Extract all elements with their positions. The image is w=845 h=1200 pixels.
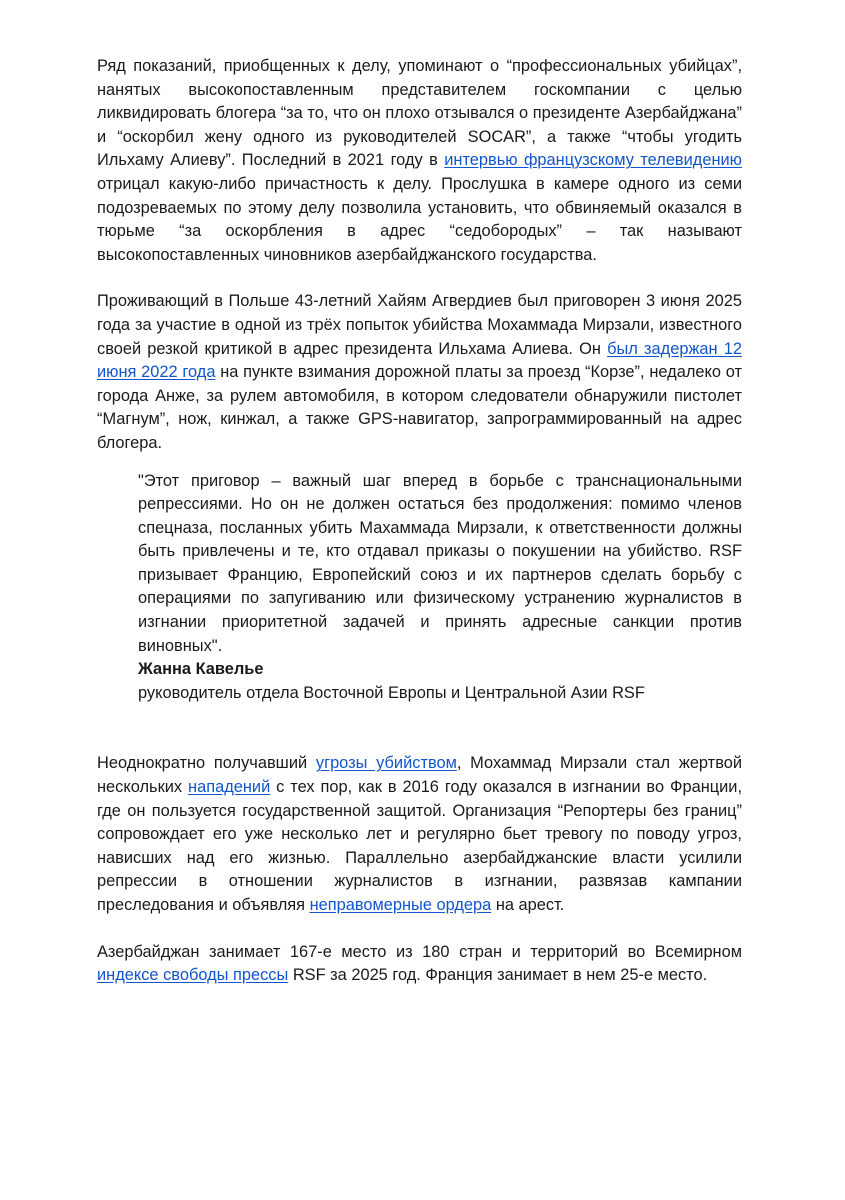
link-tv-interview[interactable]: интервью французскому телевидению — [444, 151, 742, 170]
link-death-threats[interactable]: угрозы убийством — [315, 754, 457, 773]
paragraph-text: Неоднократно получавший — [97, 754, 316, 773]
paragraph-text: отрицал какую-либо причастность к делу. Прослушка в камере одного из семи подозреваемых по этому делу позволила установить, что обвиняемый оказался в тюрьме “за оскорбления в адрес “седобородых” – так называют высокопоставленных чиновников азербайджанского государства. — [97, 174, 742, 264]
paragraph-text: Ряд показаний, приобщенных к делу, упоминают о “профессиональных убийцах”, нанятых высокопоставленным представителем госкомпании с целью ликвидировать блогера “за то, что он плохо отзывался о президенте Азербайджана” и “оскорбил жену одного из руководителей SOCAR”, а также “чтобы угодить Ильхаму Алиеву”. Последний в 2021 году в — [97, 57, 742, 170]
paragraph-text: RSF за 2025 год. Франция занимает в нем 25-е место. — [288, 966, 708, 985]
blockquote — [138, 470, 742, 706]
paragraph-sentence — [97, 290, 742, 455]
link-unlawful-warrants[interactable]: неправомерные ордера — [309, 896, 492, 914]
link-arrest-date[interactable]: был задержан 12 июня 2022 года — [97, 339, 742, 382]
paragraph-text: на пункте взимания дорожной платы за проезд “Корзе”, недалеко от города Анже, за рулем автомобиля, в котором следователи обнаружили пистолет “Магнум”, нож, кинжал, а также GPS-навигатор, запрограммированный на адрес блогера. — [97, 363, 743, 452]
link-attacks[interactable]: нападений — [188, 778, 271, 797]
paragraph-threats — [97, 752, 742, 917]
paragraph-text: на арест. — [491, 896, 565, 914]
paragraph-text: Азербайджан занимает 167-е место из 180 стран и территорий во Всемирном — [97, 942, 742, 961]
paragraph-ranking — [97, 941, 742, 988]
paragraph-text: Проживающий в Польше 43-летний Хайям Агвердиев был приговорен 3 июня 2025 года за участие в одной из трёх попыток убийства Мохаммада Мирзали, известного своей резкой критикой в адрес президента Ильхама Алиева. Он — [97, 292, 742, 358]
quote-author: Жанна Кавелье — [138, 660, 264, 679]
document-page — [97, 55, 742, 988]
quote-text: "Этот приговор – важный шаг вперед в борьбе с транснациональными репрессиями. Но он не должен остаться без продолжения: помимо членов спецназа, посланных убить Махаммада Мирзали, к ответственности должны быть привлечены и те, кто отдавал приказы о покушении на убийство. RSF призывает Францию, Европейский союз и их партнеров сделать борьбу с операциями по запугиванию или физическому устранению журналистов в изгнании приоритетной задачей и принять адресные санкции против виновных". — [138, 471, 742, 655]
link-press-freedom-index[interactable]: индексе свободы прессы — [97, 966, 289, 985]
quote-author-role: руководитель отдела Восточной Европы и Центральной Азии RSF — [138, 683, 645, 702]
paragraph-text: с тех пор, как в 2016 году оказался в изгнании во Франции, где он пользуется государственной защитой. Организация “Репортеры без границ” сопровождает его уже несколько лет и регулярно бьет тревогу по поводу угроз, нависших над его жизнью. Параллельно азербайджанские власти усилили репрессии в отношении журналистов в изгнании, развязав кампании преследования и объявляя — [97, 778, 742, 914]
paragraph-testimonies — [97, 55, 742, 267]
paragraph-text: , Мохаммад Мирзали стал жертвой нескольких — [97, 754, 742, 797]
